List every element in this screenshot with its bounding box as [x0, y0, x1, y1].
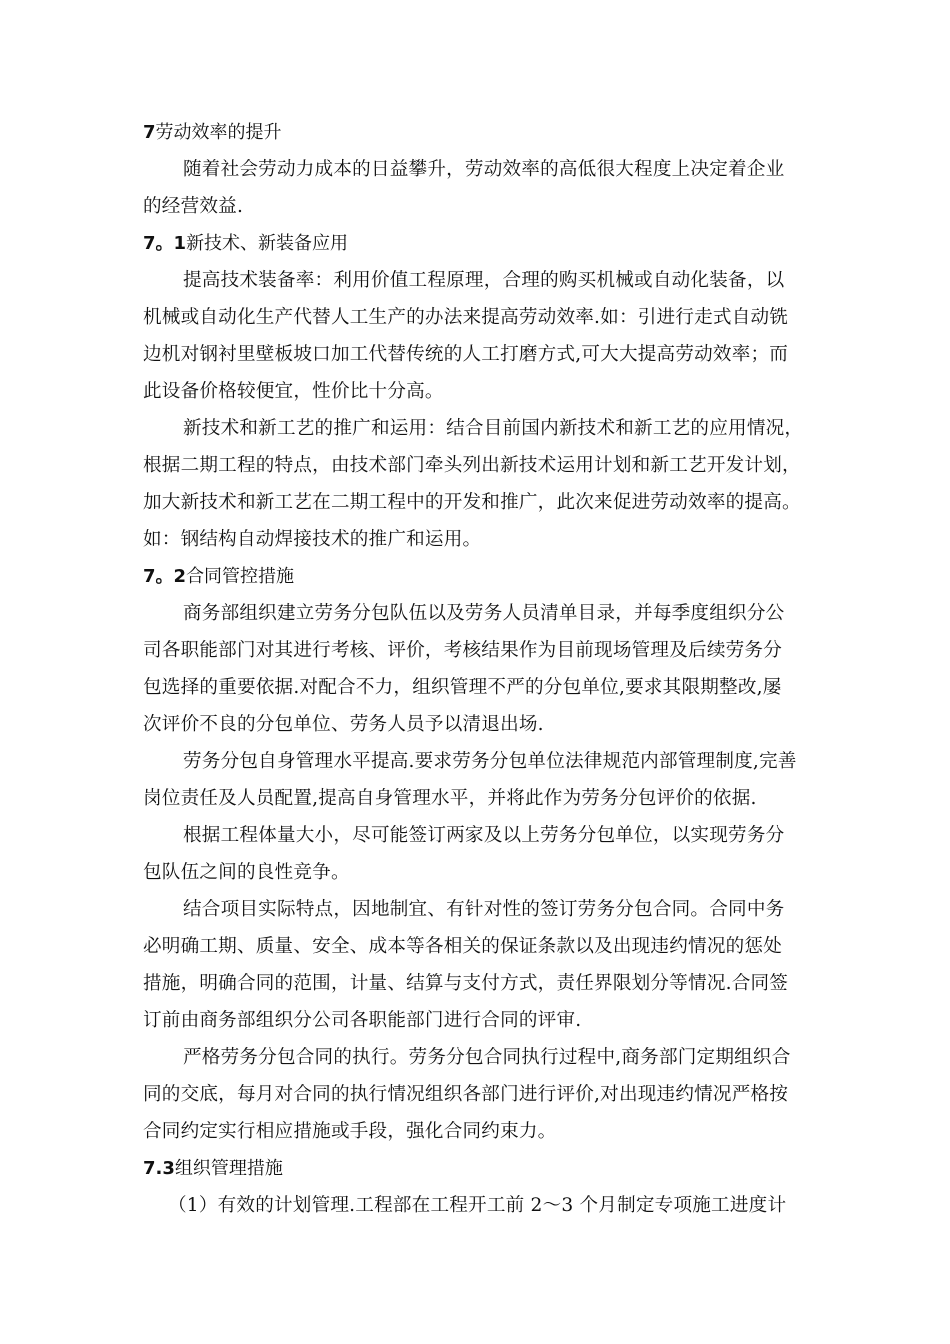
paragraph-7-1-b [143, 417, 823, 552]
text-line: 边机对钢衬里壁板坡口加工代替传统的人工打磨方式,可大大提高劳动效率；而 [143, 344, 789, 365]
paragraph-7-2-b [143, 750, 823, 811]
text-line: 此设备价格较便宜，性价比十分高。 [143, 381, 444, 402]
text-line: 随着社会劳动力成本的日益攀升，劳动效率的高低很大程度上决定着企业 [183, 159, 785, 180]
text-line: 措施，明确合同的范围，计量、结算与支付方式，责任界限划分等情况.合同签 [143, 973, 789, 994]
section-number: 7。2 [143, 566, 187, 587]
text-line: 次评价不良的分包单位、劳务人员予以清退出场. [143, 714, 544, 735]
text-line: 包队伍之间的良性竞争。 [143, 862, 350, 883]
section-title: 劳动效率的提升 [155, 122, 282, 143]
section-number: 7。1 [143, 233, 187, 254]
section-heading-7-2 [143, 565, 823, 589]
text-line: 同的交底，每月对合同的执行情况组织各部门进行评价,对出现违约情况严格按 [143, 1084, 789, 1105]
text-line: 严格劳务分包合同的执行。劳务分包合同执行过程中,商务部门定期组织合 [183, 1047, 791, 1068]
paragraph-7-2-a [143, 602, 823, 737]
paragraph-intro [143, 158, 823, 219]
text-line: 根据二期工程的特点，由技术部门牵头列出新技术运用计划和新工艺开发计划， [143, 455, 801, 476]
paragraph-7-2-c [143, 824, 823, 885]
document-body [143, 121, 823, 1231]
text-line: 司各职能部门对其进行考核、评价，考核结果作为目前现场管理及后续劳务分 [143, 640, 782, 661]
section-number: 7.3 [143, 1158, 175, 1179]
paragraph-7-1-a [143, 269, 823, 404]
section-title: 组织管理措施 [174, 1158, 283, 1179]
text-line: 提高技术装备率：利用价值工程原理，合理的购买机械或自动化装备，以 [183, 270, 785, 291]
text-line: 如：钢结构自动焊接技术的推广和运用。 [143, 529, 482, 550]
text-line: 合同约定实行相应措施或手段，强化合同约束力。 [143, 1121, 557, 1142]
text-line: 新技术和新工艺的推广和运用：结合目前国内新技术和新工艺的应用情况， [183, 418, 804, 439]
section-title: 合同管控措施 [186, 566, 295, 587]
paragraph-7-2-d [143, 898, 823, 1033]
text-line: 商务部组织建立劳务分包队伍以及劳务人员清单目录，并每季度组织分公 [183, 603, 785, 624]
text-line: 根据工程体量大小，尽可能签订两家及以上劳务分包单位，以实现劳务分 [183, 825, 785, 846]
text-line: 的经营效益. [143, 196, 244, 217]
text-line: 机械或自动化生产代替人工生产的办法来提高劳动效率.如：引进行走式自动铣 [143, 307, 789, 328]
text-line: 必明确工期、质量、安全、成本等各相关的保证条款以及出现违约情况的惩处 [143, 936, 782, 957]
section-number: 7 [143, 122, 156, 143]
section-title: 新技术、新装备应用 [186, 233, 349, 254]
text-line: 岗位责任及人员配置,提高自身管理水平，并将此作为劳务分包评价的依据. [143, 788, 757, 809]
section-heading-7-1 [143, 232, 823, 256]
paragraph-7-3-a [143, 1194, 823, 1218]
text-line: 劳务分包自身管理水平提高.要求劳务分包单位法律规范内部管理制度,完善 [183, 751, 797, 772]
section-heading-7 [143, 121, 823, 145]
text-line: 加大新技术和新工艺在二期工程中的开发和推广，此次来促进劳动效率的提高。 [143, 492, 801, 513]
text-line: 结合项目实际特点，因地制宜、有针对性的签订劳务分包合同。合同中务 [183, 899, 785, 920]
text-line: 包选择的重要依据.对配合不力，组织管理不严的分包单位,要求其限期整改,屡 [143, 677, 782, 698]
text-line: 订前由商务部组织分公司各职能部门进行合同的评审. [143, 1010, 582, 1031]
section-heading-7-3 [143, 1157, 823, 1181]
text-line: （1）有效的计划管理.工程部在工程开工前 2～3 个月制定专项施工进度计 [168, 1195, 787, 1216]
paragraph-7-2-e [143, 1046, 823, 1144]
